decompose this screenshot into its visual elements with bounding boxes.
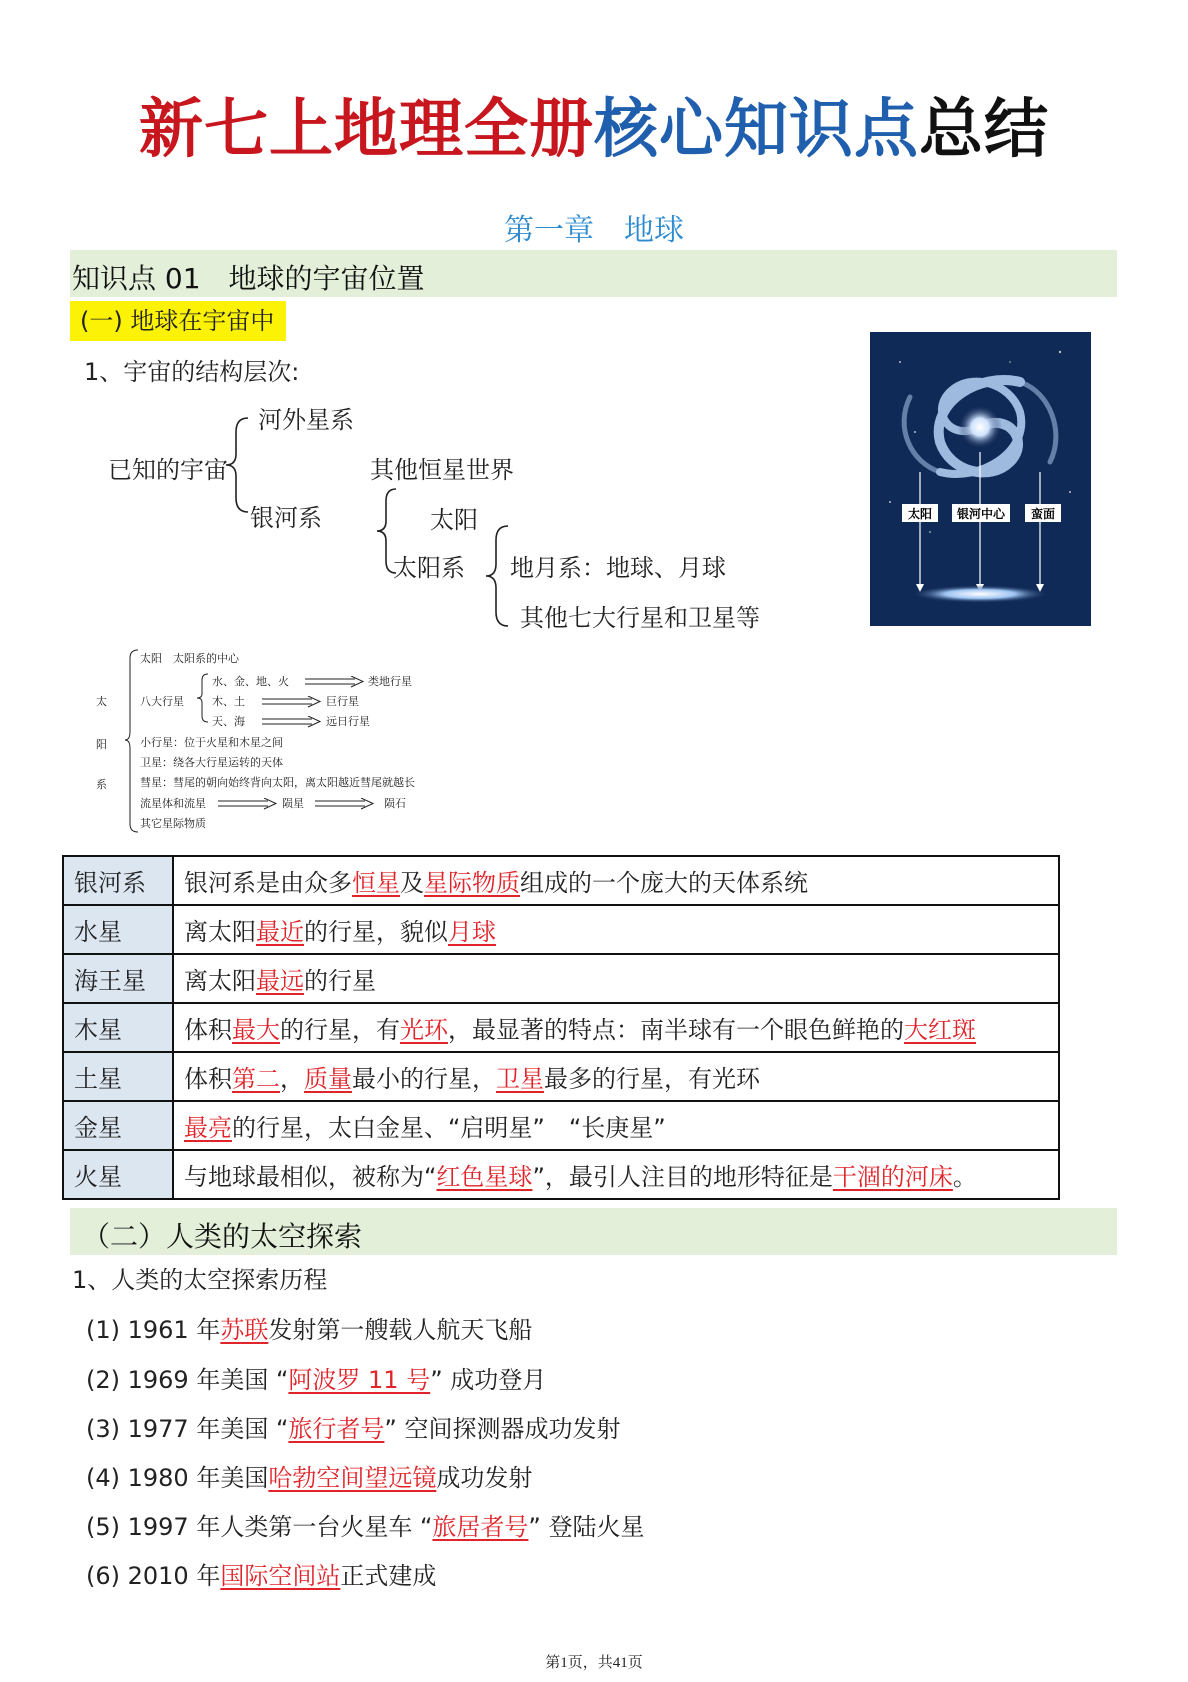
brace-milky-way <box>372 483 402 579</box>
brace-solar-system <box>482 520 512 632</box>
arrow-group3 <box>262 716 322 728</box>
table-row <box>63 856 1059 905</box>
table-row <box>63 1003 1059 1052</box>
text-segment: 的行星，有 <box>280 1016 400 1044</box>
table-row <box>63 1052 1059 1101</box>
text-segment: 的行星，太白金星、“启明星” “长庚星” <box>232 1114 666 1142</box>
key-term: 光环 <box>400 1016 448 1044</box>
key-term: 旅居者号 <box>432 1513 529 1541</box>
solar-other: 其它星际物质 <box>140 817 206 830</box>
page-footer: 第1页，共41页 <box>545 1655 643 1671</box>
key-term: 第二 <box>232 1065 280 1093</box>
solar-group2-type: 巨行星 <box>326 695 359 708</box>
text-segment: 最多的行星，有光环 <box>544 1065 760 1093</box>
solar-sun-line: 太阳 太阳系的中心 <box>140 652 239 665</box>
text-segment: 发射第一艘载人航天飞船 <box>268 1316 533 1344</box>
solar-satellite: 卫星：绕各大行星运转的天体 <box>140 756 283 769</box>
chapter-heading <box>0 205 1188 249</box>
arrow-meteor-2 <box>315 798 375 810</box>
text-segment: ， <box>280 1065 304 1093</box>
table-key-cell: 金星 <box>63 1101 173 1150</box>
table-value-cell <box>173 1003 1059 1052</box>
solar-group2: 木、土 <box>212 695 245 708</box>
text-segment: 的行星，貌似 <box>304 918 448 946</box>
text-segment: 离太阳 <box>184 967 256 995</box>
arrow-group1 <box>305 676 365 688</box>
solar-eight-planets: 八大行星 <box>140 695 184 708</box>
tree-other-stars: 其他恒星世界 <box>370 456 514 484</box>
title-part-3: 总结 <box>919 93 1049 167</box>
solar-meteor-a: 陨星 <box>282 797 304 810</box>
key-term: 恒星 <box>352 869 400 897</box>
exploration-item <box>86 1463 532 1493</box>
section-heading: 知识点 01 地球的宇宙位置 <box>72 262 425 295</box>
key-term: 苏联 <box>220 1316 269 1344</box>
solar-meteor: 流星体和流星 <box>140 797 206 810</box>
exploration-intro: 1、人类的太空探索历程 <box>72 1266 328 1294</box>
text-segment: ” 空间探测器成功发射 <box>384 1415 621 1443</box>
table-key-cell: 火星 <box>63 1150 173 1199</box>
table-key-cell: 海王星 <box>63 954 173 1003</box>
solar-diagram-brace <box>124 648 140 834</box>
tree-sun: 太阳 <box>430 506 478 534</box>
text-segment: ” 登陆火星 <box>528 1513 645 1541</box>
text-segment: 成功发射 <box>436 1464 533 1492</box>
solar-group3-type: 远日行星 <box>326 715 370 728</box>
table-row <box>63 954 1059 1003</box>
table-value-cell <box>173 905 1059 954</box>
solar-group3: 天、海 <box>212 715 245 728</box>
text-segment: 最小的行星， <box>352 1065 496 1093</box>
planet-table <box>62 855 1060 1200</box>
key-term: 最远 <box>256 967 304 995</box>
text-segment: 。 <box>952 1163 977 1191</box>
text-segment: ” 成功登月 <box>430 1366 547 1394</box>
subsection2-heading: （二）人类的太空探索 <box>82 1220 363 1253</box>
solar-minor: 小行星：位于火星和木星之间 <box>140 736 283 749</box>
key-term: 月球 <box>448 918 496 946</box>
tree-other-planets: 其他七大行星和卫星等 <box>520 604 760 632</box>
tree-earth-moon: 地月系：地球、月球 <box>510 554 726 582</box>
title-part-2: 核心知识点 <box>594 93 919 167</box>
structure-intro: 1、宇宙的结构层次: <box>84 358 300 386</box>
tree-extragalactic: 河外星系 <box>258 406 354 434</box>
key-term: 红色星球 <box>436 1163 533 1191</box>
text-segment: (6) 2010 年 <box>86 1562 221 1590</box>
galaxy-label-sun: 太阳 <box>907 507 933 521</box>
table-row <box>63 1150 1059 1199</box>
solar-planets-brace <box>196 672 210 724</box>
galaxy-label-center: 银河中心 <box>956 507 1006 521</box>
key-term: 哈勃空间望远镜 <box>268 1464 437 1492</box>
document-title <box>0 92 1188 168</box>
text-segment: 正式建成 <box>340 1562 437 1590</box>
tree-milky-way: 银河系 <box>250 504 322 532</box>
key-term: 干涸的河床 <box>832 1163 953 1191</box>
table-row <box>63 905 1059 954</box>
chapter-name: 地球 <box>624 213 684 248</box>
arrow-meteor-1 <box>218 798 278 810</box>
text-segment: (3) 1977 年美国 “ <box>86 1415 289 1443</box>
key-term: 国际空间站 <box>220 1562 341 1590</box>
table-key-cell: 水星 <box>63 905 173 954</box>
arrow-group2 <box>262 696 322 708</box>
solar-comet: 彗星：彗尾的朝向始终背向太阳，离太阳越近彗尾就越长 <box>140 776 415 789</box>
text-segment: ，最显著的特点：南半球有一个眼色鲜艳的 <box>448 1016 904 1044</box>
text-segment: 银河系是由众多 <box>184 869 352 897</box>
table-key-cell: 木星 <box>63 1003 173 1052</box>
key-term: 阿波罗 11 号 <box>288 1366 431 1394</box>
table-value-cell <box>173 1101 1059 1150</box>
solar-meteor-b: 陨石 <box>384 797 406 810</box>
text-segment: 的行星 <box>304 967 376 995</box>
text-segment: (5) 1997 年人类第一台火星车 “ <box>86 1513 433 1541</box>
key-term: 质量 <box>304 1065 352 1093</box>
exploration-item <box>86 1561 436 1591</box>
table-key-cell: 土星 <box>63 1052 173 1101</box>
table-row <box>63 1101 1059 1150</box>
text-segment: 组成的一个庞大的天体系统 <box>520 869 808 897</box>
solar-group1: 水、金、地、火 <box>212 675 289 688</box>
text-segment: 体积 <box>184 1065 232 1093</box>
key-term: 最大 <box>232 1016 280 1044</box>
galaxy-image <box>870 332 1091 626</box>
solar-diagram-label-2: 阳 <box>96 738 107 751</box>
exploration-item <box>86 1414 620 1444</box>
tree-solar-system: 太阳系 <box>393 554 465 582</box>
key-term: 旅行者号 <box>288 1415 385 1443</box>
key-term: 大红斑 <box>904 1016 976 1044</box>
text-segment: (1) 1961 年 <box>86 1316 221 1344</box>
text-segment: 体积 <box>184 1016 232 1044</box>
galaxy-label-side: 蛮面 <box>1030 507 1056 521</box>
key-term: 最近 <box>256 918 304 946</box>
key-term: 最亮 <box>184 1114 232 1142</box>
text-segment: 离太阳 <box>184 918 256 946</box>
tree-root: 已知的宇宙 <box>108 456 228 484</box>
key-term: 星际物质 <box>424 869 520 897</box>
text-segment: (2) 1969 年美国 “ <box>86 1366 289 1394</box>
solar-diagram-label-3: 系 <box>96 778 107 791</box>
table-key-cell: 银河系 <box>63 856 173 905</box>
text-segment: (4) 1980 年美国 <box>86 1464 269 1492</box>
table-value-cell <box>173 954 1059 1003</box>
text-segment: 与地球最相似，被称为“ <box>184 1163 437 1191</box>
solar-diagram-label-1: 太 <box>96 695 107 708</box>
chapter-label: 第一章 <box>504 213 594 248</box>
key-term: 卫星 <box>496 1065 544 1093</box>
table-value-cell <box>173 1150 1059 1199</box>
table-value-cell <box>173 856 1059 905</box>
title-part-1: 新七上地理全册 <box>139 93 594 167</box>
exploration-item <box>86 1512 644 1542</box>
text-segment: 及 <box>400 869 424 897</box>
solar-group1-type: 类地行星 <box>368 675 412 688</box>
subsection-heading: (一) 地球在宇宙中 <box>80 307 275 335</box>
text-segment: ”，最引人注目的地形特征是 <box>532 1163 833 1191</box>
exploration-item <box>86 1365 546 1395</box>
table-value-cell <box>173 1052 1059 1101</box>
exploration-item <box>86 1315 532 1345</box>
brace-root <box>222 410 252 520</box>
